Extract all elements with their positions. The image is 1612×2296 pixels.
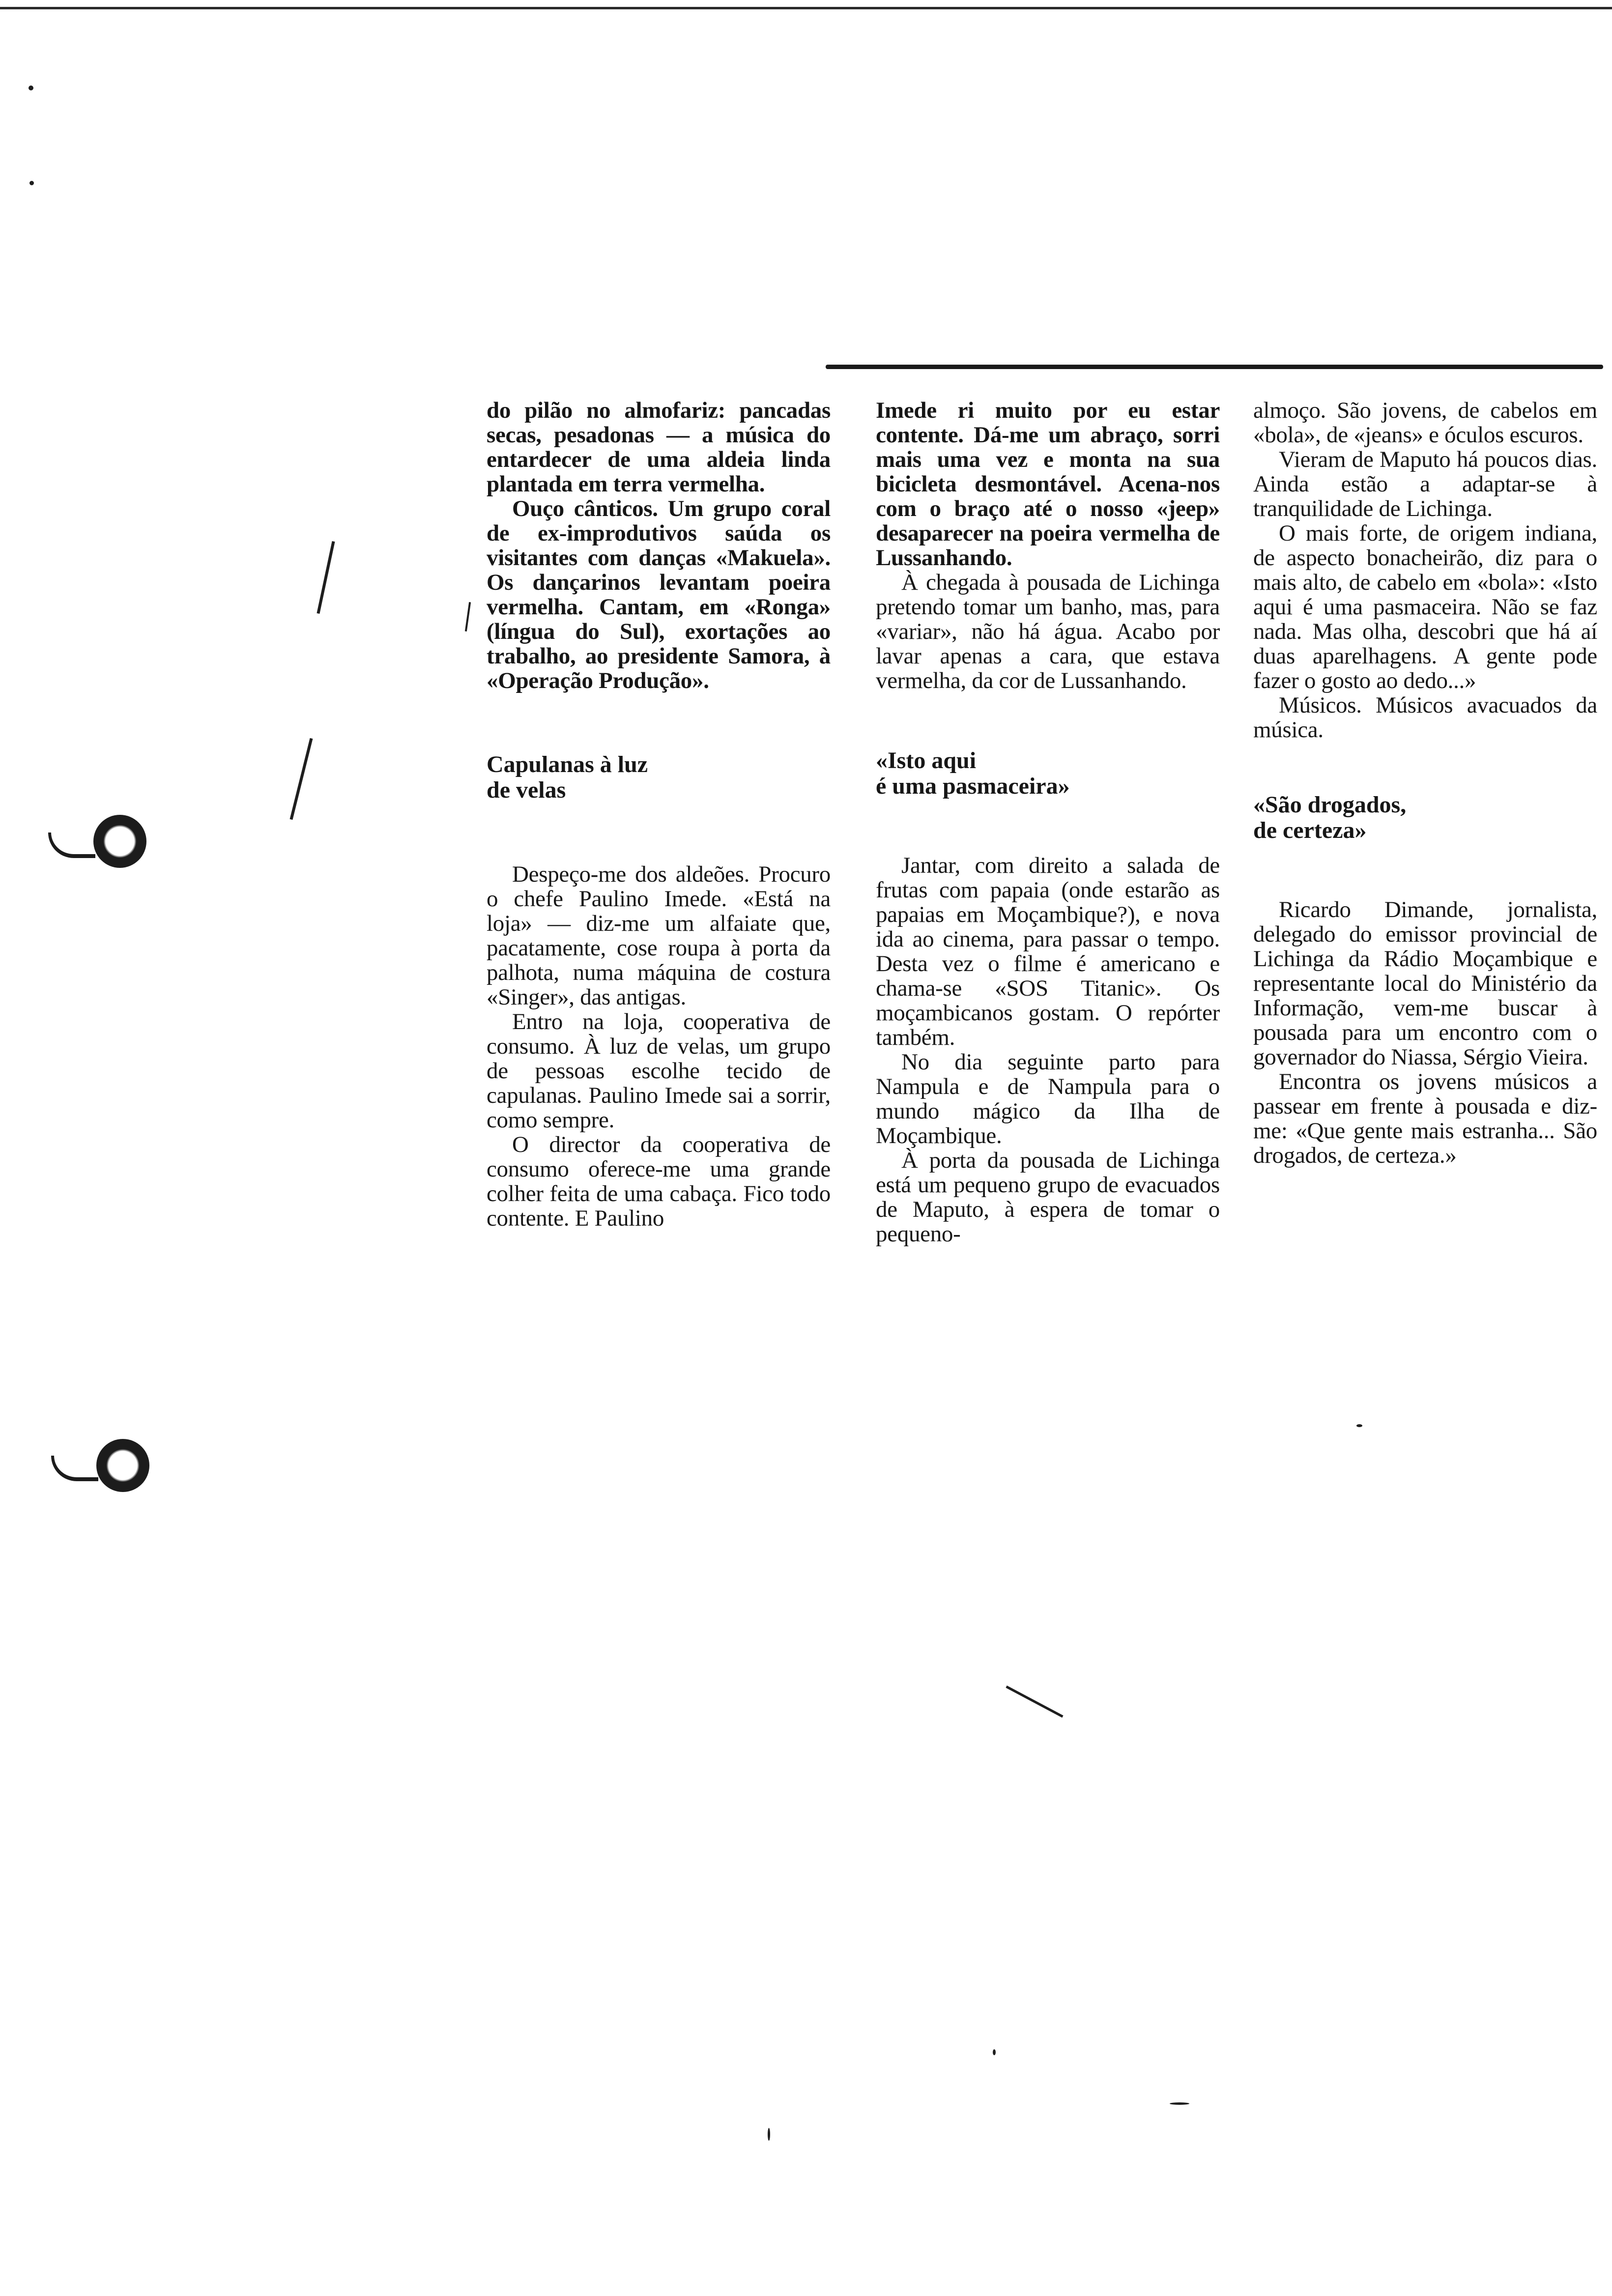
subheading-line: é uma pasmaceira» <box>876 773 1070 799</box>
paragraph: Músicos. Músicos avacuados da música. <box>1253 692 1597 743</box>
paragraph: À porta da pousada de Lichinga está um pequeno grupo de evacuados de Maputo, à espera de tomar o pequeno- <box>876 1148 1220 1247</box>
scan-stroke <box>317 541 335 614</box>
scan-speck <box>1170 2102 1189 2105</box>
scan-speck <box>29 181 34 185</box>
paragraph: Ouço cânticos. Um grupo coral de ex-improdutivos saúda os visitantes com danças «Makuela». Os dançarinos levantam poeira vermelha. Cantam, em «Ronga» (língua do Sul), exortações ao trabalho, ao presidente Samora, à «Operação Produção». <box>487 496 831 693</box>
subheading <box>487 752 831 803</box>
paragraph: O director da cooperativa de consumo oferece-me uma grande colher feita de uma cabaça. Fico todo contente. E Paulino <box>487 1132 831 1231</box>
scan-stroke <box>1006 1686 1063 1718</box>
article-column-3 <box>1253 398 1597 1332</box>
punch-hole-bottom <box>96 1439 149 1492</box>
scan-speck <box>29 86 33 90</box>
scan-stroke <box>465 602 471 631</box>
article-column-2 <box>876 398 1220 1332</box>
subheading-line: «São drogados, <box>1253 792 1407 818</box>
subheading-line: Capulanas à luz <box>487 751 648 777</box>
paragraph: Jantar, com direito a salada de frutas com papaia (onde estarão as papaias em Moçambique?), e nova ida ao cinema, para passar o tempo. Desta vez o filme é americano e chama-se «SOS Titanic». Os moçambicanos gostam. O repórter também. <box>876 853 1220 1050</box>
subheading-line: «Isto aqui <box>876 747 977 774</box>
subheading <box>1253 792 1597 843</box>
subheading <box>876 748 1220 799</box>
top-rule <box>826 365 1603 369</box>
subheading-line: de certeza» <box>1253 817 1367 843</box>
paragraph: No dia seguinte parto para Nampula e de Nampula para o mundo mágico da Ilha de Moçambique. <box>876 1049 1220 1148</box>
scan-speck <box>993 2049 996 2055</box>
scan-speck <box>1356 1424 1362 1427</box>
paragraph: Encontra os jovens músicos a passear em frente à pousada e diz-me: «Que gente mais estranha... São drogados, de certeza.» <box>1253 1069 1597 1168</box>
punch-hole-top <box>93 815 146 868</box>
paragraph: Entro na loja, cooperativa de consumo. À luz de velas, um grupo de pessoas escolhe tecido de capulanas. Paulino Imede sai a sorrir, como sempre. <box>487 1009 831 1133</box>
paragraph: Despeço-me dos aldeões. Procuro o chefe Paulino Imede. «Está na loja» — diz-me um alfaiate que, pacatamente, cose roupa à porta da palhota, numa máquina de costura «Singer», das antigas. <box>487 861 831 1010</box>
paragraph: O mais forte, de origem indiana, de aspecto bonacheirão, diz para o mais alto, de cabelo em «bola»: «Isto aqui é uma pasmaceira. Não se faz nada. Mas olha, descobri que há aí duas aparelhagens. A gente pode fazer o gosto ao dedo...» <box>1253 520 1597 693</box>
paragraph: À chegada à pousada de Lichinga pretendo tomar um banho, mas, para «variar», não há água. Acabo por lavar apenas a cara, que estava vermelha, da cor de Lussanhando. <box>876 570 1220 693</box>
punch-hole-tail-top <box>48 832 95 858</box>
article-column-1 <box>487 398 831 1332</box>
scan-top-edge <box>0 7 1612 9</box>
subheading-line: de velas <box>487 777 566 803</box>
paragraph: Ricardo Dimande, jornalista, delegado do emissor provincial de Lichinga da Rádio Moçambique e representante local do Ministério da Informação, vem-me buscar à pousada para um encontro com o governador do Niassa, Sérgio Vieira. <box>1253 897 1597 1070</box>
paragraph: Vieram de Maputo há poucos dias. Ainda estão a adaptar-se à tranquilidade de Lichinga. <box>1253 447 1597 521</box>
paragraph: do pilão no almofariz: pancadas secas, pesadonas — a música do entardecer de uma aldeia linda plantada em terra vermelha. <box>487 398 831 497</box>
paragraph: Imede ri muito por eu estar contente. Dá-me um abraço, sorri mais uma vez e monta na sua bicicleta desmontável. Acena-nos com o braço até o nosso «jeep» desaparecer na poeira vermelha de Lussanhando. <box>876 398 1220 571</box>
punch-hole-tail-bottom <box>51 1456 98 1481</box>
paragraph: almoço. São jovens, de cabelos em «bola», de «jeans» e óculos escuros. <box>1253 398 1597 448</box>
scan-stroke <box>290 738 313 820</box>
scan-speck <box>768 2128 770 2141</box>
